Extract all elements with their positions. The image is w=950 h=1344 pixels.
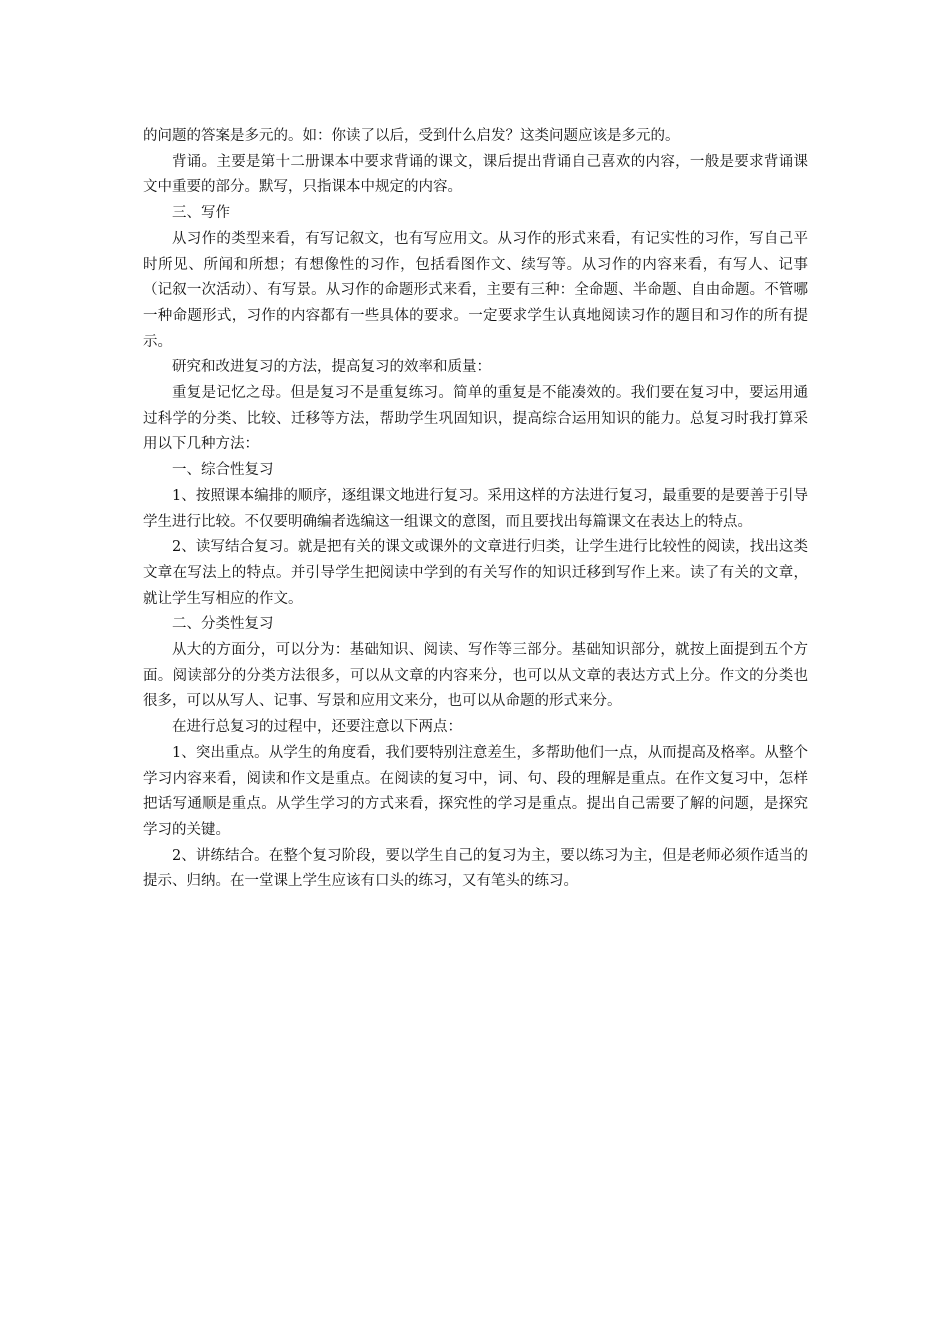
- paragraph: 2、读写结合复习。就是把有关的课文或课外的文章进行归类，让学生进行比较性的阅读，找出这类文章在写法上的特点。并引导学生把阅读中学到的有关写作的知识迁移到写作上来。读了有关的文章，就让学生写相应的作文。: [143, 539, 808, 607]
- section-heading: 三、写作: [172, 205, 230, 222]
- paragraph: 从习作的类型来看，有写记叙文，也有写应用文。从习作的形式来看，有记实性的习作，写自己平时所见、所闻和所想；有想像性的习作，包括看图作文、续写等。从习作的内容来看，有写人、记事（记叙一次活动）、有写景。从习作的命题形式来看，主要有三种：全命题、半命题、自由命题。不管哪一种命题形式，习作的内容都有一些具体的要求。一定要求学生认真地阅读习作的题目和习作的所有提示。: [143, 230, 808, 350]
- paragraph: 在进行总复习的过程中，还要注意以下两点：: [172, 719, 462, 736]
- section-heading: 一、综合性复习: [172, 462, 274, 479]
- paragraph: 从大的方面分，可以分为：基础知识、阅读、写作等三部分。基础知识部分，就按上面提到五个方面。阅读部分的分类方法很多，可以从文章的内容来分，也可以从文章的表达方式上分。作文的分类也很多，可以从写人、记事、写景和应用文来分，也可以从命题的形式来分。: [143, 642, 808, 710]
- section-heading: 二、分类性复习: [172, 616, 274, 633]
- document-body: [143, 124, 808, 895]
- paragraph: 2、讲练结合。在整个复习阶段，要以学生自己的复习为主，要以练习为主，但是老师必须作适当的提示、归纳。在一堂课上学生应该有口头的练习，又有笔头的练习。: [143, 847, 808, 890]
- paragraph: 1、按照课本编排的顺序，逐组课文地进行复习。采用这样的方法进行复习，最重要的是要善于引导学生进行比较。不仅要明确编者选编这一组课文的意图，而且要找出每篇课文在表达上的特点。: [143, 487, 808, 530]
- paragraph: 背诵。主要是第十二册课本中要求背诵的课文，课后提出背诵自己喜欢的内容，一般是要求背诵课文中重要的部分。默写，只指课本中规定的内容。: [143, 153, 808, 196]
- paragraph: 的问题的答案是多元的。如：你读了以后，受到什么启发？这类问题应该是多元的。: [143, 128, 680, 144]
- paragraph: 研究和改进复习的方法，提高复习的效率和质量：: [172, 359, 491, 376]
- paragraph: 重复是记忆之母。但是复习不是重复练习。简单的重复是不能凑效的。我们要在复习中，要运用通过科学的分类、比较、迁移等方法，帮助学生巩固知识，提高综合运用知识的能力。总复习时我打算采用以下几种方法：: [143, 385, 808, 453]
- paragraph: 1、突出重点。从学生的角度看，我们要特别注意差生，多帮助他们一点，从而提高及格率。从整个学习内容来看，阅读和作文是重点。在阅读的复习中，词、句、段的理解是重点。在作文复习中，怎样把话写通顺是重点。从学生学习的方式来看，探究性的学习是重点。提出自己需要了解的问题，是探究学习的关键。: [143, 744, 808, 838]
